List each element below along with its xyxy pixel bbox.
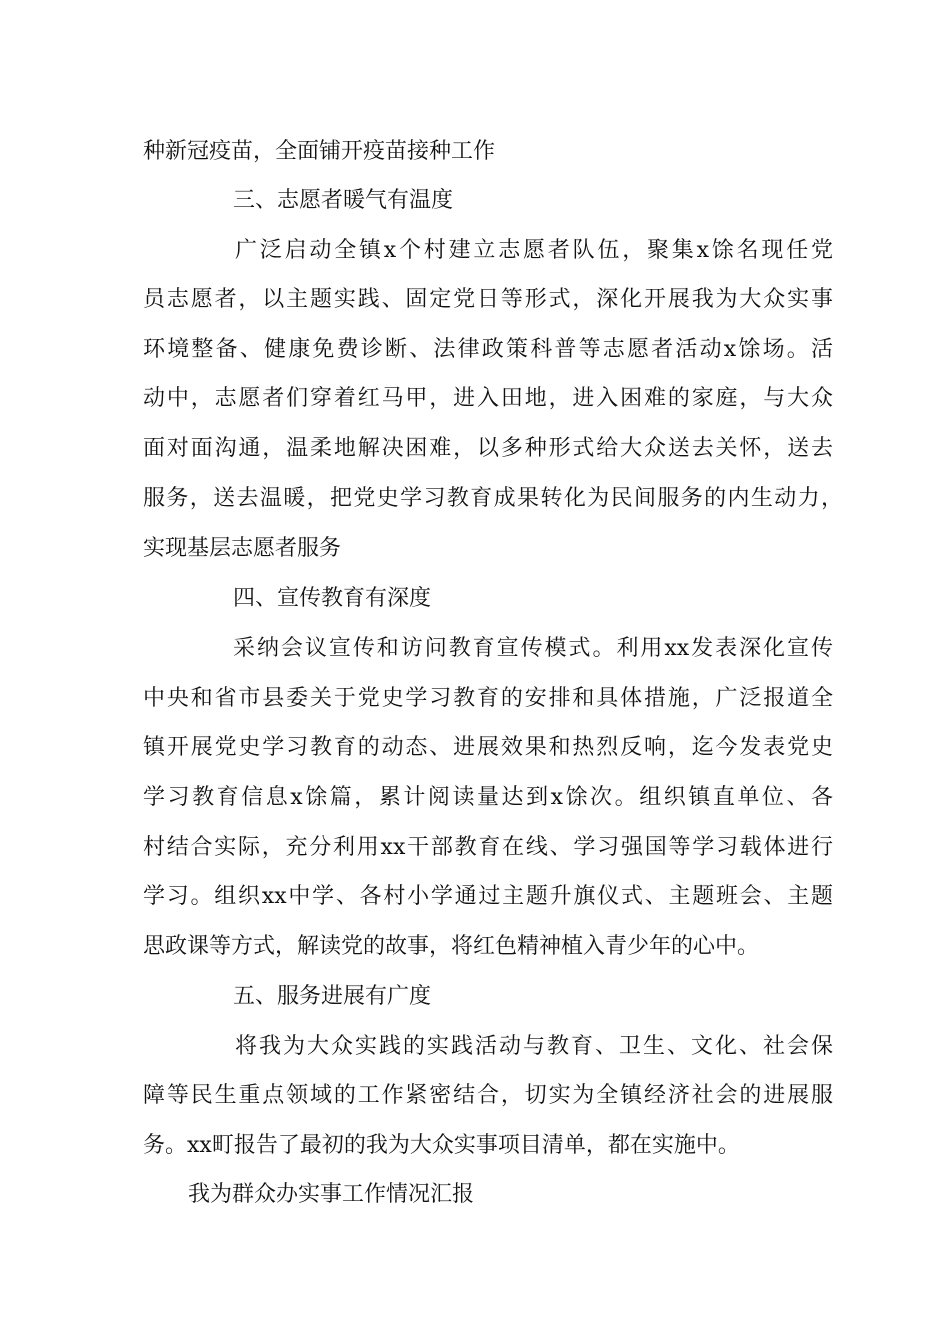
- paragraph-line: 务。xx町报告了最初的我为大众实事项目清单，都在实施中。: [143, 1133, 740, 1158]
- section-heading: 三、志愿者暖气有温度: [233, 188, 454, 213]
- paragraph-line: 采纳会议宣传和访问教育宣传模式。利用xx发表深化宣传: [233, 636, 833, 661]
- paragraph-line: 将我为大众实践的实践活动与教育、卫生、文化、社会保: [235, 1034, 833, 1059]
- paragraph-line: 种新冠疫苗，全面铺开疫苗接种工作: [143, 139, 496, 164]
- paragraph-line: 员志愿者，以主题实践、固定党日等形式，深化开展我为大众实事: [143, 287, 833, 312]
- paragraph-line: 村结合实际，充分利用xx干部教育在线、学习强国等学习载体进行: [143, 835, 833, 860]
- paragraph-line: 动中，志愿者们穿着红马甲，进入田地，进入困难的家庭，与大众: [143, 386, 833, 411]
- paragraph-line: 障等民生重点领域的工作紧密结合，切实为全镇经济社会的进展服: [143, 1083, 833, 1108]
- section-heading: 四、宣传教育有深度: [233, 586, 432, 611]
- paragraph-line: 学习教育信息x馀篇，累计阅读量达到x馀次。组织镇直单位、各: [143, 785, 833, 810]
- paragraph-line: 镇开展党史学习教育的动态、进展效果和热烈反响，迄今发表党史: [143, 735, 833, 760]
- paragraph-line: 服务，送去温暖，把党史学习教育成果转化为民间服务的内生动力，: [143, 486, 843, 511]
- paragraph-line: 中央和省市县委关于党史学习教育的安排和具体措施，广泛报道全: [143, 686, 833, 711]
- paragraph-line: 环境整备、健康免费诊断、法律政策科普等志愿者活动x馀场。活: [143, 337, 833, 362]
- section-heading: 五、服务进展有广度: [233, 984, 432, 1009]
- paragraph-line: 学习。组织xx中学、各村小学通过主题升旗仪式、主题班会、主题: [143, 884, 833, 909]
- paragraph-line: 面对面沟通，温柔地解决困难，以多种形式给大众送去关怀，送去: [143, 436, 833, 461]
- paragraph-line: 实现基层志愿者服务: [143, 536, 342, 561]
- document-title: 我为群众办实事工作情况汇报: [188, 1182, 475, 1207]
- paragraph-line: 思政课等方式，解读党的故事，将红色精神植入青少年的心中。: [143, 934, 760, 959]
- paragraph-line: 广泛启动全镇x个村建立志愿者队伍，聚集x馀名现任党: [235, 238, 833, 263]
